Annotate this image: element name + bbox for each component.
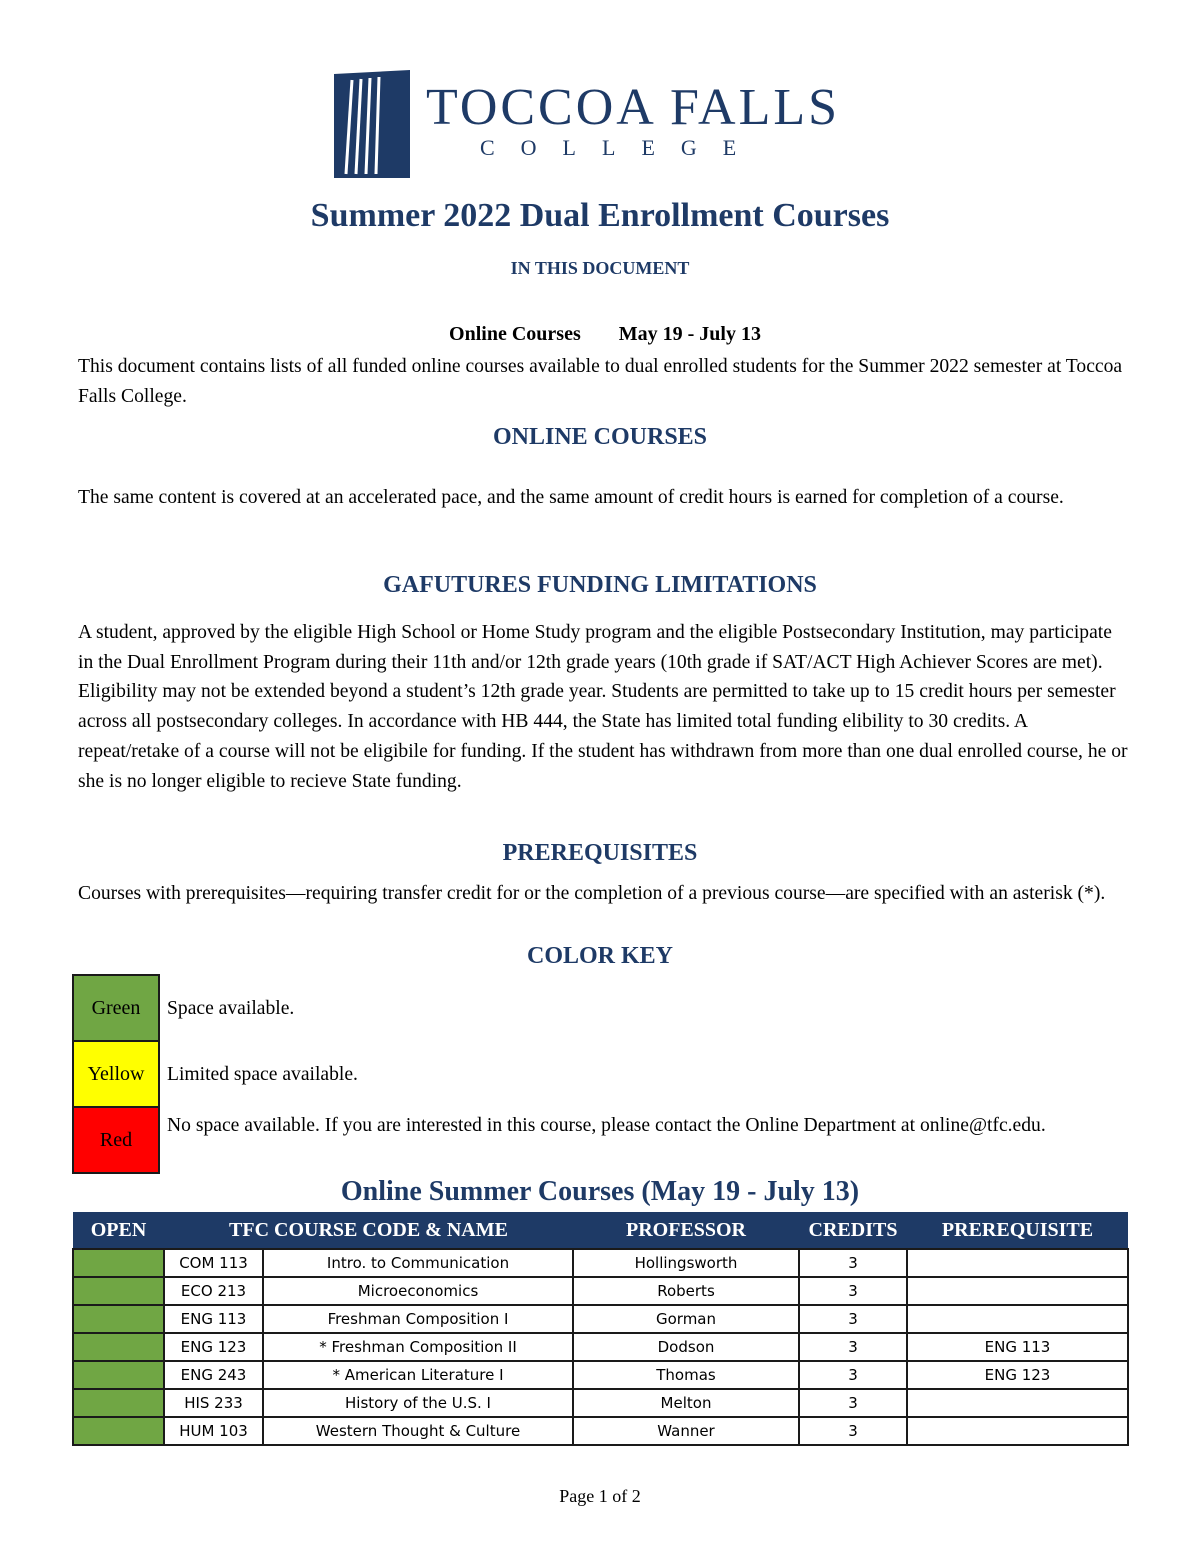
prerequisite: [907, 1277, 1128, 1305]
course-name: Intro. to Communication: [263, 1249, 573, 1277]
prerequisite: ENG 113: [907, 1333, 1128, 1361]
key-yellow-swatch: Yellow: [72, 1040, 160, 1108]
courses-table: [72, 1212, 1129, 1446]
professor: Roberts: [573, 1277, 799, 1305]
course-code: ENG 113: [164, 1305, 263, 1333]
prerequisite: [907, 1417, 1128, 1445]
course-name: Western Thought & Culture: [263, 1417, 573, 1445]
logo-subtitle: COLLEGE: [480, 135, 763, 160]
color-key-heading: COLOR KEY: [526, 943, 673, 969]
toc-dates: May 19 - July 13: [618, 323, 761, 345]
course-name: * Freshman Composition II: [263, 1333, 573, 1361]
college-logo: [334, 70, 841, 180]
funding-paragraph: A student, approved by the eligible High School or Home Study program and the eligible Postsecondary Institution, may participate in the Dual Enrollment Program during their 11th and/or 12th grade years (10th grade if SAT/ACT High Achiever Scores are met). Eligibility may not be extended beyond a student’s 12th grade year. Students are permitted to take up to 15 credit hours per semester across all postsecondary colleges. In accordance with HB 444, the State has limited total funding elibility to 30 credits. A repeat/retake of a course will not be eligibile for funding. If the student has withdrawn from more than one dual enrolled course, he or she is no longer eligible to recieve State funding.: [78, 622, 1128, 792]
open-status-cell: [73, 1417, 164, 1445]
credits: 3: [799, 1277, 907, 1305]
table-row: [73, 1305, 1128, 1333]
table-row: [73, 1389, 1128, 1417]
course-code: HIS 233: [164, 1389, 263, 1417]
table-row: [73, 1249, 1128, 1277]
open-status-cell: [73, 1361, 164, 1389]
header-credits: CREDITS: [799, 1212, 907, 1249]
professor: Melton: [573, 1389, 799, 1417]
key-red-swatch: Red: [72, 1106, 160, 1174]
header-prerequisite: PREREQUISITE: [907, 1212, 1128, 1249]
credits: 3: [799, 1361, 907, 1389]
header-open: OPEN: [73, 1212, 164, 1249]
prereq-heading: PREREQUISITES: [502, 840, 698, 866]
toc-line: [0, 300, 1200, 346]
table-row: [73, 1333, 1128, 1361]
course-name: * American Literature I: [263, 1361, 573, 1389]
open-status-cell: [73, 1249, 164, 1277]
open-status-cell: [73, 1333, 164, 1361]
prerequisite: [907, 1389, 1128, 1417]
course-name: Freshman Composition I: [263, 1305, 573, 1333]
table-header-row: [73, 1212, 1128, 1249]
prerequisite: [907, 1305, 1128, 1333]
open-status-cell: [73, 1277, 164, 1305]
professor: Thomas: [573, 1361, 799, 1389]
professor: Gorman: [573, 1305, 799, 1333]
course-code: ECO 213: [164, 1277, 263, 1305]
funding-heading: GAFUTURES FUNDING LIMITATIONS: [383, 572, 817, 598]
table-row: [73, 1417, 1128, 1445]
credits: 3: [799, 1389, 907, 1417]
intro-paragraph: This document contains lists of all funded online courses available to dual enrolled students for the Summer 2022 semester at Toccoa Falls College.: [78, 356, 1123, 407]
online-paragraph: The same content is covered at an accelerated pace, and the same amount of credit hours is earned for completion of a course.: [78, 487, 1064, 508]
table-title: Online Summer Courses (May 19 - July 13): [340, 1176, 860, 1207]
key-green-swatch: Green: [72, 974, 160, 1042]
prereq-paragraph: Courses with prerequisites—requiring transfer credit for or the completion of a previous course—are specified with an asterisk (*).: [78, 883, 1106, 904]
logo-name: TOCCOA FALLS: [426, 79, 841, 136]
header-professor: PROFESSOR: [573, 1212, 799, 1249]
toc-item: Online Courses: [449, 323, 581, 345]
document-title: Summer 2022 Dual Enrollment Courses: [310, 197, 890, 234]
table-row: [73, 1361, 1128, 1389]
professor: Hollingsworth: [573, 1249, 799, 1277]
key-red-desc: No space available. If you are interested in this course, please contact the Online Department at online@tfc.edu.: [167, 1115, 1046, 1136]
open-status-cell: [73, 1389, 164, 1417]
course-name: Microeconomics: [263, 1277, 573, 1305]
header-course: TFC COURSE CODE & NAME: [164, 1212, 573, 1249]
columns-logo-icon: [334, 70, 410, 178]
prerequisite: [907, 1249, 1128, 1277]
course-code: HUM 103: [164, 1417, 263, 1445]
course-name: History of the U.S. I: [263, 1389, 573, 1417]
key-yellow-desc: Limited space available.: [167, 1064, 358, 1085]
prerequisite: ENG 123: [907, 1361, 1128, 1389]
course-code: COM 113: [164, 1249, 263, 1277]
credits: 3: [799, 1305, 907, 1333]
key-green-desc: Space available.: [167, 998, 295, 1019]
credits: 3: [799, 1417, 907, 1445]
professor: Dodson: [573, 1333, 799, 1361]
credits: 3: [799, 1249, 907, 1277]
online-heading: ONLINE COURSES: [492, 424, 708, 450]
table-row: [73, 1277, 1128, 1305]
page-number: Page 1 of 2: [559, 1486, 641, 1506]
open-status-cell: [73, 1305, 164, 1333]
in-this-document-label: IN THIS DOCUMENT: [510, 258, 690, 278]
course-code: ENG 243: [164, 1361, 263, 1389]
course-code: ENG 123: [164, 1333, 263, 1361]
credits: 3: [799, 1333, 907, 1361]
professor: Wanner: [573, 1417, 799, 1445]
